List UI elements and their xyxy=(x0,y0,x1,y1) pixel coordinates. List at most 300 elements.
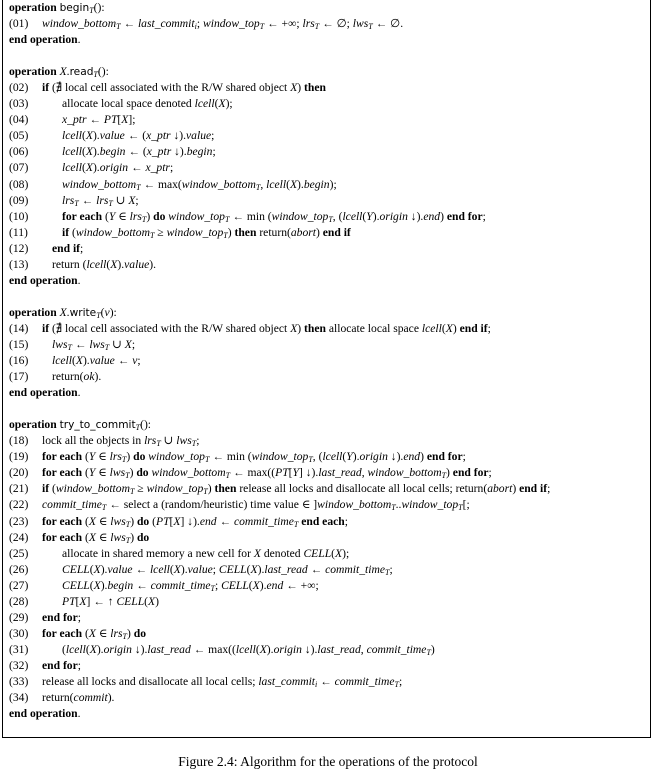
math-identifier: PT xyxy=(275,466,289,480)
code-text: . xyxy=(77,273,81,287)
math-identifier: origin xyxy=(273,642,302,656)
math-identifier: lrs xyxy=(129,209,142,223)
code-text: ← xyxy=(307,562,326,576)
math-identifier: CELL xyxy=(218,562,247,576)
code-text: allocate local space denoted xyxy=(62,97,195,111)
math-identifier: abort xyxy=(290,225,316,239)
math-identifier: window_top xyxy=(166,225,224,239)
code-text: ∈ xyxy=(95,466,110,480)
math-identifier: PT xyxy=(156,514,170,528)
math-identifier: x_ptr xyxy=(146,129,171,143)
code-text: [ xyxy=(169,514,174,528)
code-text: ← xyxy=(133,578,151,592)
math-identifier: lcell xyxy=(322,450,343,464)
code-text: ) xyxy=(127,626,134,640)
code-text: allocate local space xyxy=(328,321,422,335)
math-identifier: X xyxy=(128,193,136,207)
code-text: ( xyxy=(144,594,149,608)
math-identifier: X xyxy=(253,546,261,560)
code-line xyxy=(9,353,550,369)
code-text: . xyxy=(77,386,81,400)
code-line xyxy=(9,481,550,497)
math-identifier: X xyxy=(110,257,118,271)
line-number: (16) xyxy=(9,354,29,368)
code-text: [; xyxy=(462,498,470,512)
math-identifier: window_bottom xyxy=(62,177,137,191)
subscript: T xyxy=(224,214,230,224)
code-text: ; xyxy=(137,354,141,368)
subscript: T xyxy=(308,455,313,465)
math-identifier: X xyxy=(259,642,267,656)
math-identifier: origin xyxy=(103,642,132,656)
code-text: ; xyxy=(462,450,466,464)
math-identifier: X xyxy=(445,321,453,335)
subscript: T xyxy=(426,647,431,657)
math-identifier: window_top xyxy=(202,17,260,31)
keyword: operation xyxy=(9,305,60,319)
subscript: T xyxy=(125,535,131,545)
subscript: T xyxy=(101,503,107,513)
code-line xyxy=(9,385,550,401)
math-identifier: lcell xyxy=(65,642,86,656)
math-identifier: lcell xyxy=(62,129,82,143)
keyword: then xyxy=(304,81,326,95)
code-text: ). xyxy=(92,161,100,175)
code-text: ). xyxy=(94,370,102,384)
subscript: T xyxy=(67,342,72,352)
code-text: ↓). xyxy=(387,450,404,464)
code-text: ; xyxy=(398,674,403,688)
keyword: operation xyxy=(9,418,60,432)
math-identifier: last_read xyxy=(317,642,361,656)
code-line xyxy=(9,241,550,257)
code-text: ( xyxy=(51,482,56,496)
math-identifier: CELL xyxy=(116,594,145,608)
code-text: ← select a (random/heuristic) time value ∈ ] xyxy=(106,498,318,512)
math-identifier: lrs xyxy=(144,434,157,448)
math-identifier: lrs xyxy=(110,626,123,640)
keyword: for each xyxy=(42,626,85,640)
math-identifier: begin xyxy=(99,145,126,159)
code-line xyxy=(9,305,550,321)
code-text: ∈ xyxy=(95,450,110,464)
operation-name: write xyxy=(69,306,97,319)
math-identifier: CELL xyxy=(62,562,90,576)
math-identifier: window_top xyxy=(146,482,204,496)
math-identifier: commit_time xyxy=(42,498,102,512)
keyword: end if xyxy=(519,482,548,496)
line-number: (24) xyxy=(9,530,29,544)
math-identifier: Y xyxy=(88,466,96,480)
code-text: ). xyxy=(352,450,360,464)
code-text: ] ↓). xyxy=(180,514,200,528)
code-text: , ( xyxy=(332,209,343,223)
math-identifier: CELL xyxy=(221,578,249,592)
math-identifier: CELL xyxy=(303,546,332,560)
keyword: for each xyxy=(42,514,85,528)
math-identifier: lws xyxy=(110,514,126,528)
blank-line xyxy=(9,401,550,417)
math-identifier: x_ptr xyxy=(145,161,170,175)
line-number: (29) xyxy=(9,610,29,624)
subscript: T xyxy=(135,423,141,433)
math-identifier: end xyxy=(199,514,217,528)
line-number: (21) xyxy=(9,482,29,496)
code-text: return( xyxy=(259,225,291,239)
code-line xyxy=(9,610,550,626)
math-identifier: Y xyxy=(346,450,353,464)
line-number: (33) xyxy=(9,674,29,688)
keyword: for each xyxy=(42,466,85,480)
keyword: do xyxy=(133,626,147,640)
code-text: ). xyxy=(372,209,380,223)
code-text: ) xyxy=(446,466,453,480)
code-line xyxy=(9,144,550,160)
math-identifier: origin xyxy=(359,450,388,464)
code-text: ← ∅; xyxy=(319,17,353,31)
keyword: end if xyxy=(52,241,81,255)
code-text: ; xyxy=(214,578,222,592)
code-text: ( xyxy=(248,578,253,592)
math-identifier: lcell xyxy=(342,209,363,223)
math-identifier: last_read xyxy=(264,562,308,576)
code-line xyxy=(9,225,550,241)
math-identifier: x_ptr xyxy=(146,145,172,159)
subscript: T xyxy=(156,439,161,449)
math-identifier: commit_time xyxy=(325,562,385,576)
math-identifier: X xyxy=(93,562,101,576)
line-number: (11) xyxy=(9,225,28,239)
code-text: ) xyxy=(440,209,447,223)
code-text: ∈ xyxy=(95,530,111,544)
line-number: (26) xyxy=(9,562,29,576)
code-text: ; xyxy=(131,337,136,351)
code-text: . xyxy=(66,305,70,319)
line-number: (31) xyxy=(9,642,29,656)
code-line xyxy=(9,658,550,674)
code-text: ← max(( xyxy=(230,466,276,480)
math-identifier: X xyxy=(148,594,156,608)
line-number: (15) xyxy=(9,337,29,351)
code-text: ; xyxy=(212,145,216,159)
line-number: (18) xyxy=(9,434,29,448)
math-identifier: commit_time xyxy=(150,578,211,592)
math-identifier: begin xyxy=(303,177,330,191)
subscript: T xyxy=(149,230,155,240)
code-text: ( xyxy=(84,466,89,480)
code-text: ↓). xyxy=(131,642,148,656)
keyword: do xyxy=(136,530,150,544)
code-text: ( xyxy=(100,305,105,319)
code-text: ↓). xyxy=(171,145,187,159)
code-text: ( xyxy=(214,97,219,111)
line-number: (28) xyxy=(9,594,29,608)
math-identifier: lws xyxy=(52,337,68,351)
code-text: ← ( xyxy=(125,145,147,159)
math-identifier: X xyxy=(290,321,298,335)
code-text: ← max( xyxy=(140,177,182,191)
line-number: (30) xyxy=(9,626,29,640)
math-identifier: X xyxy=(290,81,298,95)
math-identifier: X xyxy=(88,514,96,528)
math-identifier: window_top xyxy=(251,450,309,464)
code-text: ↓). xyxy=(407,209,424,223)
subscript: T xyxy=(255,182,261,192)
subscript: T xyxy=(121,455,127,465)
code-text: ; xyxy=(80,241,84,255)
keyword: end for xyxy=(446,209,483,223)
code-text: ); xyxy=(342,546,350,560)
subscript: T xyxy=(89,6,94,15)
keyword: end for xyxy=(452,466,489,480)
math-identifier: lrs xyxy=(109,450,122,464)
math-identifier: v xyxy=(104,305,110,319)
code-text: ( xyxy=(89,562,94,576)
code-line xyxy=(9,128,550,144)
keyword: if xyxy=(42,321,52,335)
code-text: , ( xyxy=(312,450,323,464)
math-identifier: commit_time xyxy=(334,674,395,688)
code-text: ( xyxy=(84,626,89,640)
math-identifier: window_top xyxy=(271,209,329,223)
code-text: [ xyxy=(117,113,122,127)
code-text: ( xyxy=(246,562,251,576)
code-text: allocate in shared memory a new cell for xyxy=(62,546,254,560)
math-identifier: Y xyxy=(108,209,116,223)
code-text: ← xyxy=(317,674,335,688)
code-text: ) xyxy=(315,225,323,239)
keyword: end for xyxy=(42,658,78,672)
blank-line xyxy=(9,48,550,64)
line-number: (17) xyxy=(9,370,29,384)
subscript: T xyxy=(125,519,131,529)
subscript: T xyxy=(394,679,399,689)
math-identifier: X xyxy=(121,113,129,127)
line-number: (02) xyxy=(9,81,29,95)
code-line xyxy=(9,530,550,546)
code-text: ; xyxy=(487,321,491,335)
code-text: ]; xyxy=(128,113,136,127)
keyword: then xyxy=(214,482,240,496)
math-identifier: lws xyxy=(352,17,369,31)
code-line xyxy=(9,32,550,48)
code-text: ). xyxy=(259,578,267,592)
code-text: ); xyxy=(329,177,337,191)
code-text: ; xyxy=(488,466,492,480)
code-line xyxy=(9,417,550,433)
line-number: (07) xyxy=(9,161,29,175)
subscript: T xyxy=(74,198,79,208)
code-text: ). xyxy=(92,129,100,143)
code-text: ; xyxy=(547,482,551,496)
math-identifier: lcell xyxy=(266,177,287,191)
code-text: (∄ local cell associated with the R/W shared object xyxy=(51,81,291,95)
math-identifier: X xyxy=(124,337,132,351)
code-text: ] ← ↑ xyxy=(86,594,117,608)
code-line xyxy=(9,594,550,610)
code-text: return( xyxy=(42,691,74,705)
subscript: T xyxy=(458,503,463,513)
code-text: ( xyxy=(84,530,89,544)
math-identifier: begin xyxy=(107,578,134,592)
line-number: (22) xyxy=(9,498,29,512)
subscript: i xyxy=(194,22,197,32)
code-line xyxy=(9,321,550,337)
math-identifier: value xyxy=(99,129,125,143)
code-text: ← xyxy=(132,562,150,576)
math-identifier: X xyxy=(93,578,101,592)
math-identifier: lcell xyxy=(62,145,82,159)
code-text: ( xyxy=(441,321,446,335)
code-text: . xyxy=(66,65,70,79)
code-text: ∪ xyxy=(160,434,177,448)
code-text: ∪ xyxy=(112,193,129,207)
math-identifier: Y xyxy=(292,466,299,480)
code-text: ; xyxy=(344,514,348,528)
keyword: end operation xyxy=(9,707,78,721)
code-text: ). xyxy=(266,642,274,656)
code-text: return( xyxy=(52,370,84,384)
subscript: T xyxy=(293,519,299,529)
math-identifier: X xyxy=(85,145,93,159)
code-text: ( xyxy=(106,257,111,271)
math-identifier: v xyxy=(132,354,138,368)
code-text: ) xyxy=(297,321,305,335)
subscript: T xyxy=(129,487,135,497)
code-text: ( xyxy=(85,642,90,656)
code-text: ( xyxy=(169,562,174,576)
subscript: T xyxy=(125,471,130,481)
subscript: T xyxy=(116,22,121,32)
keyword: end operation xyxy=(9,386,78,400)
math-identifier: lrs xyxy=(62,193,75,207)
code-text: ( xyxy=(89,578,94,592)
code-text: ) xyxy=(126,450,134,464)
code-text: ; xyxy=(169,161,174,175)
code-text: ( xyxy=(84,450,89,464)
line-number: (10) xyxy=(9,209,29,223)
subscript: T xyxy=(104,342,110,352)
math-identifier: X xyxy=(173,562,181,576)
math-identifier: window_bottom xyxy=(75,225,150,239)
code-line xyxy=(9,257,550,273)
line-number: (03) xyxy=(9,97,29,111)
subscript: T xyxy=(259,22,265,32)
code-text: ← xyxy=(86,113,104,127)
math-identifier: value xyxy=(107,562,133,576)
math-identifier: commit_time xyxy=(366,642,427,656)
math-identifier: X xyxy=(85,129,93,143)
math-identifier: lcell xyxy=(86,257,107,271)
code-text: ). xyxy=(180,562,188,576)
code-line xyxy=(9,16,550,32)
code-text: ; xyxy=(196,17,203,31)
math-identifier: lcell xyxy=(149,562,170,576)
code-text: ) xyxy=(129,466,137,480)
keyword: do xyxy=(133,450,149,464)
subscript: i xyxy=(315,679,318,689)
code-text: ( xyxy=(342,450,347,464)
keyword: end if xyxy=(459,321,488,335)
keyword: do xyxy=(153,209,169,223)
code-text: ← +∞; xyxy=(264,17,303,31)
math-identifier: lrs xyxy=(302,17,315,31)
line-number: (27) xyxy=(9,578,29,592)
code-text: ← ∅. xyxy=(372,17,404,31)
code-text: ; xyxy=(482,209,486,223)
keyword: end operation xyxy=(9,273,78,287)
code-line xyxy=(9,369,550,385)
line-number: (23) xyxy=(9,514,29,528)
math-identifier: window_top xyxy=(401,498,459,512)
subscript: T xyxy=(314,22,320,32)
code-text: (): xyxy=(140,418,152,432)
subscript: T xyxy=(96,310,101,320)
subscript: T xyxy=(391,503,396,513)
keyword: then xyxy=(234,225,260,239)
math-identifier: value xyxy=(89,354,115,368)
code-line xyxy=(9,337,550,353)
code-text: ) xyxy=(452,321,460,335)
code-text: , xyxy=(360,642,367,656)
code-text: ← xyxy=(71,337,90,351)
code-text: [ xyxy=(288,466,293,480)
code-text: release all locks and disallocate all local cells; xyxy=(42,674,259,688)
operation-name: begin xyxy=(59,2,90,14)
code-text: ( xyxy=(81,161,86,175)
code-text: release all locks and disallocate all local cells; return( xyxy=(239,482,488,496)
code-text: ( xyxy=(81,145,86,159)
line-number: (14) xyxy=(9,321,29,335)
code-text: ← xyxy=(120,17,138,31)
subscript: T xyxy=(93,70,98,80)
code-text: lock all the objects in xyxy=(42,434,145,448)
math-identifier: CELL xyxy=(62,578,90,592)
line-number: (34) xyxy=(9,691,29,705)
line-number: (08) xyxy=(9,177,29,191)
math-identifier: origin xyxy=(99,161,129,175)
code-text: ); xyxy=(225,97,233,111)
code-text: . xyxy=(77,33,81,47)
code-text: ). xyxy=(149,257,157,271)
code-text: return ( xyxy=(52,257,87,271)
code-text: ( xyxy=(104,209,109,223)
math-identifier: X xyxy=(75,354,83,368)
code-text: ). xyxy=(297,177,304,191)
subscript: T xyxy=(141,214,147,224)
code-text: .. xyxy=(395,498,402,512)
code-text: , xyxy=(260,177,267,191)
code-text: ) xyxy=(420,450,427,464)
code-text: ) xyxy=(207,482,215,496)
math-identifier: x_ptr xyxy=(62,113,87,127)
code-text: , xyxy=(361,466,368,480)
code-text: ( xyxy=(331,546,336,560)
math-identifier: abort xyxy=(487,482,513,496)
math-identifier: PT xyxy=(62,594,76,608)
code-text: ∈ xyxy=(115,209,130,223)
math-identifier: lws xyxy=(110,530,126,544)
keyword: end operation xyxy=(9,33,78,47)
algorithm-listing xyxy=(9,0,550,722)
keyword: do xyxy=(136,514,153,528)
code-line xyxy=(9,546,550,562)
code-text: ↓). xyxy=(170,129,187,143)
keyword: end for xyxy=(426,450,463,464)
keyword: end if xyxy=(322,225,351,239)
code-line xyxy=(9,674,550,690)
math-identifier: X xyxy=(218,97,226,111)
